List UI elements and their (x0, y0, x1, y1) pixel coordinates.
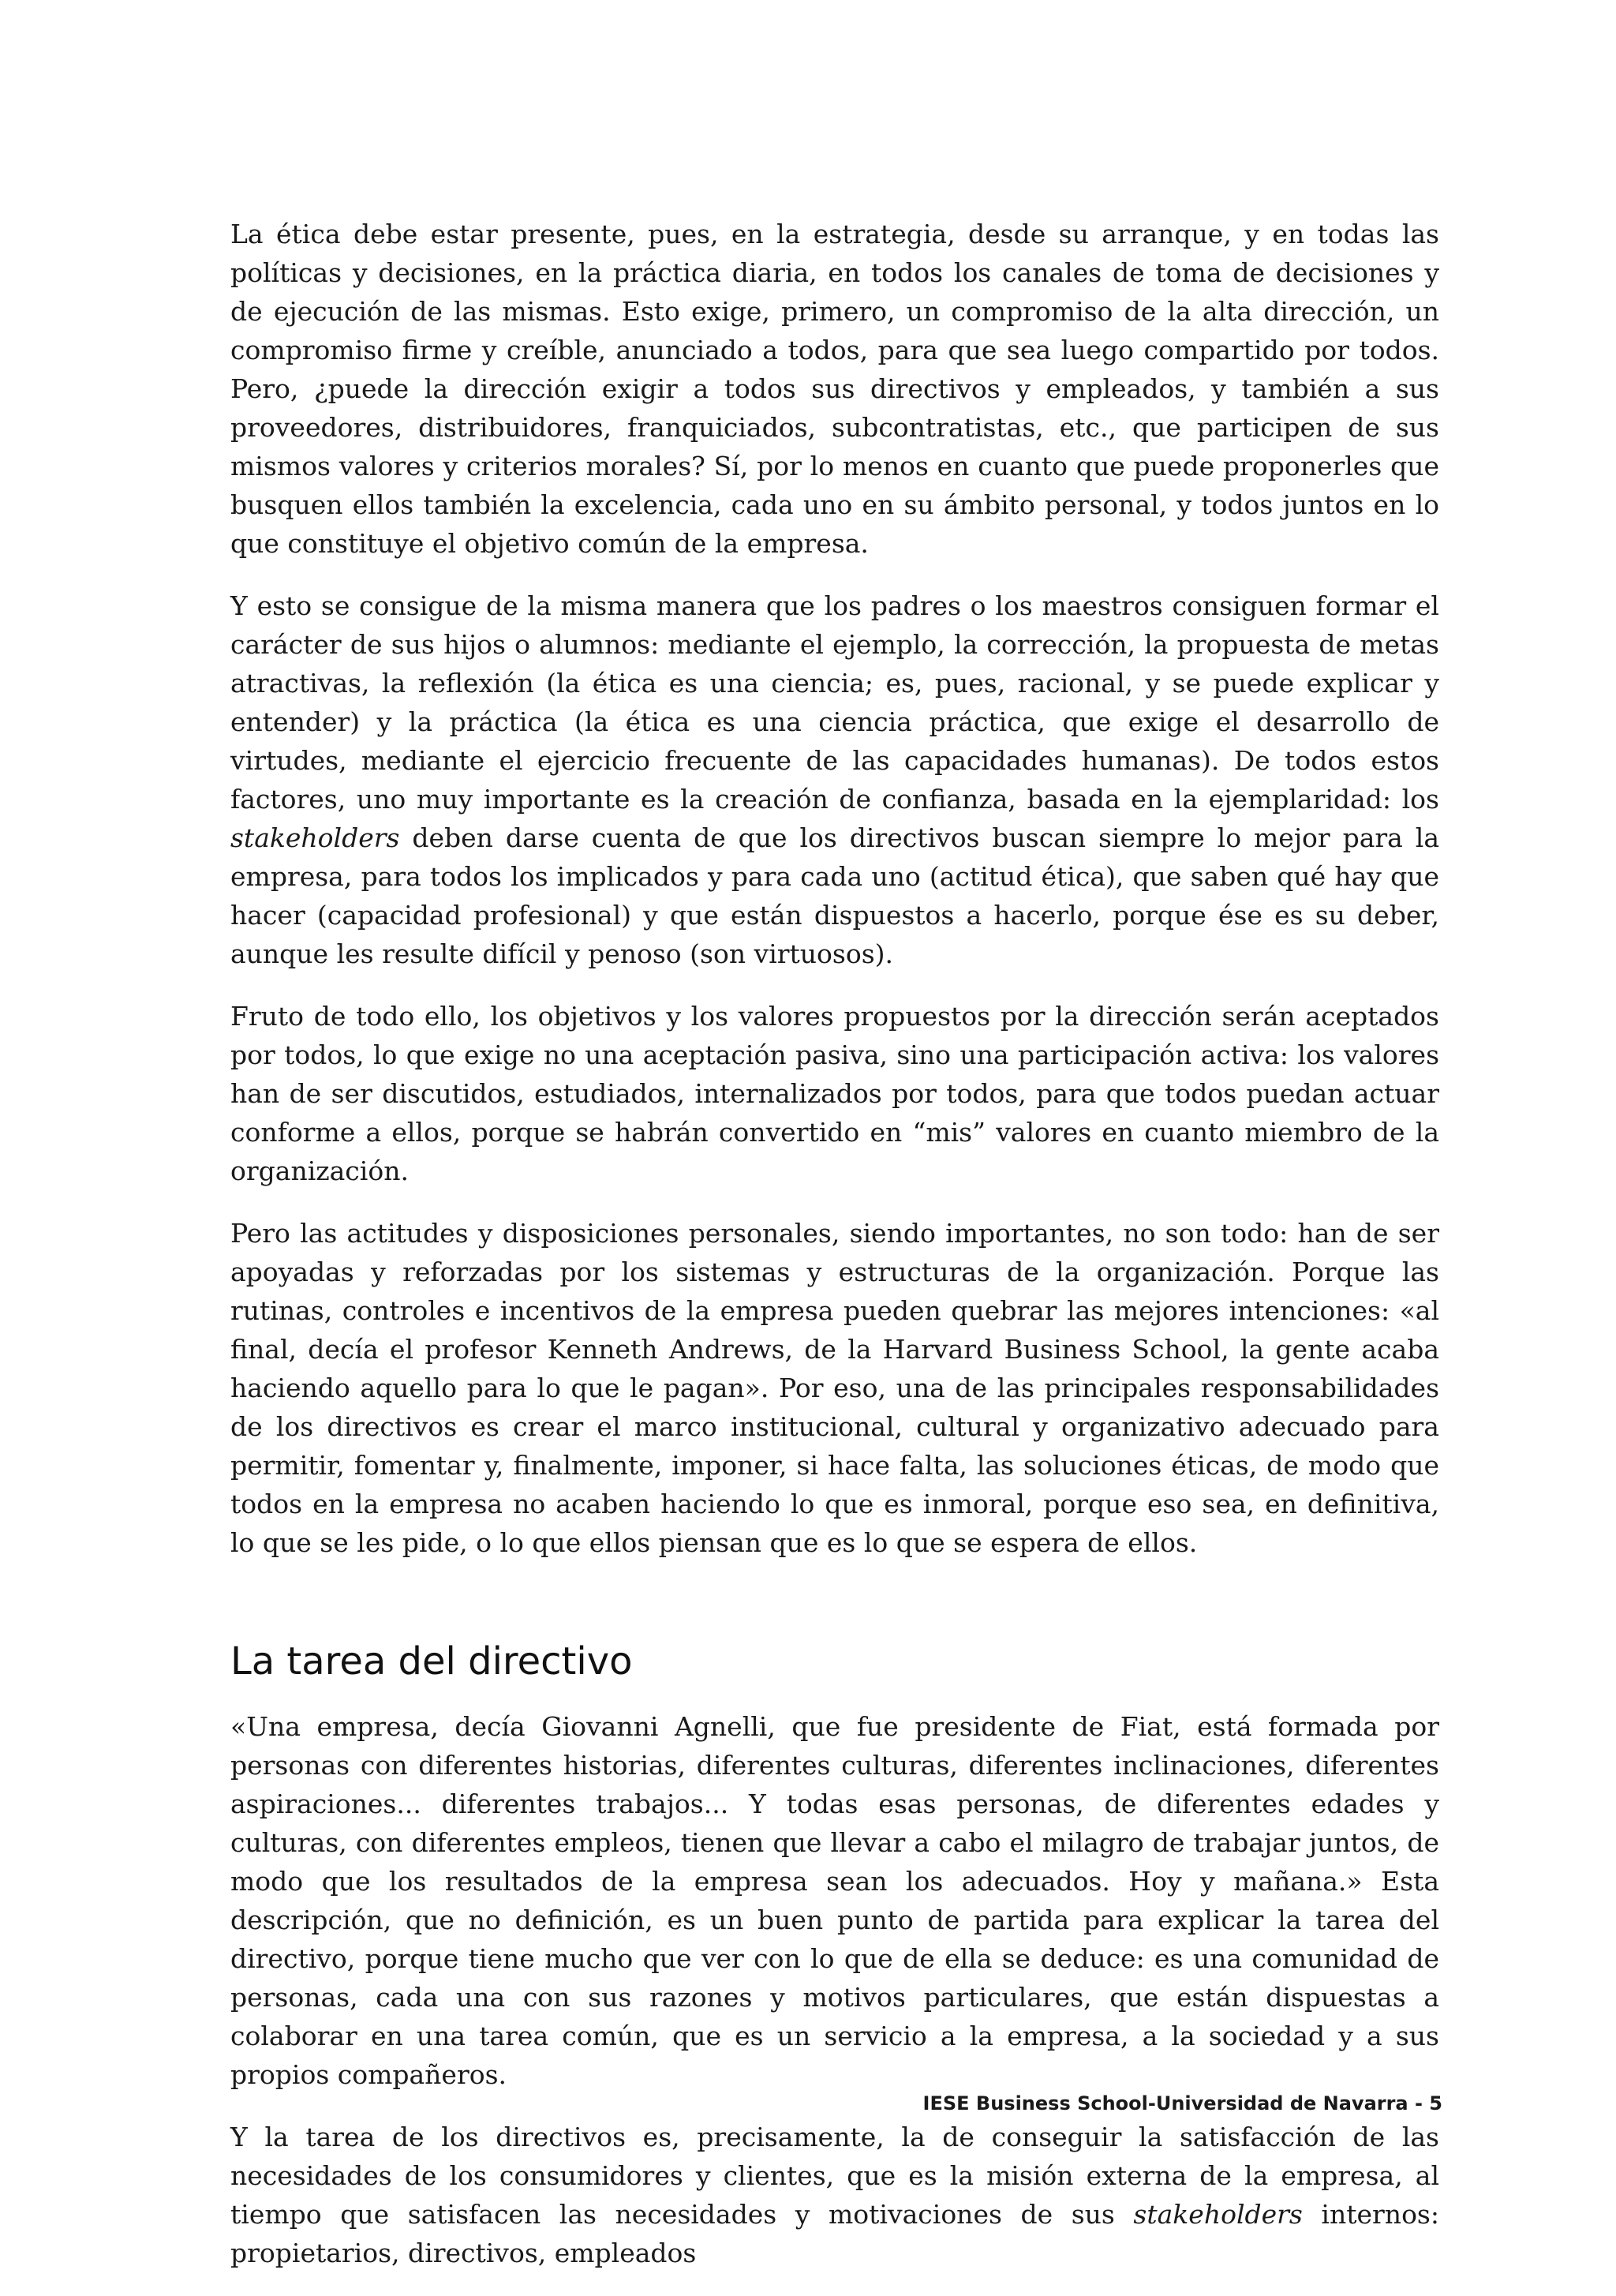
page-footer: IESE Business School-Universidad de Navarra - 5 (922, 2092, 1442, 2114)
paragraph-text: Y esto se consigue de la misma manera que los padres o los maestros consiguen formar el carácter de sus hijos o alumnos: mediante el ejemplo, la corrección, la propuesta de metas atractivas, la reflexión (la ética es una ciencia; es, pues, racional, y se puede explicar y entender) y la práctica (la ética es una ciencia práctica, que exige el desarrollo de virtudes, mediante el ejercicio frecuente de las capacidades humanas). De todos estos factores, uno muy importante es la creación de confianza, basada en la ejemplaridad: los (230, 590, 1439, 815)
section-intro (230, 215, 1439, 1562)
paragraph (230, 2118, 1439, 2272)
italic-term: stakeholders (230, 822, 400, 853)
section-heading: La tarea del directivo (230, 1639, 633, 1684)
paragraph-text: deben darse cuenta de que los directivos buscan siempre lo mejor para la empresa, para todos los implicados y para cada uno (actitud ética), que saben qué hay que hacer (capacidad profesional) y que están dispuestos a hacerlo, porque ése es su deber, aunque les resulte difícil y penoso (son virtuosos). (230, 822, 1439, 969)
italic-term: stakeholders (1133, 2199, 1303, 2230)
paragraph-text: Pero las actitudes y disposiciones personales, siendo importantes, no son todo: han de ser apoyadas y reforzadas por los sistemas y estructuras de la organización. Porque las rutinas, controles e incentivos de la empresa pueden quebrar las mejores intenciones: «al final, decía el profesor Kenneth Andrews, de la Harvard Business School, la gente acaba haciendo aquello para lo que le pagan». Por eso, una de las principales responsabilidades de los directivos es crear el marco institucional, cultural y organizativo adecuado para permitir, fomentar y, finalmente, imponer, si hace falta, las soluciones éticas, de modo que todos en la empresa no acaben haciendo lo que es inmoral, porque eso sea, en definitiva, lo que se les pide, o lo que ellos piensan que es lo que se espera de ellos. (230, 1218, 1439, 1558)
paragraph (230, 215, 1439, 563)
paragraph-text: «Una empresa, decía Giovanni Agnelli, que fue presidente de Fiat, está formada por personas con diferentes historias, diferentes culturas, diferentes inclinaciones, diferentes aspiraciones... diferentes trabajos... Y todas esas personas, de diferentes edades y culturas, con diferentes empleos, tienen que llevar a cabo el milagro de trabajar juntos, de modo que los resultados de la empresa sean los adecuados. Hoy y mañana.» Esta descripción, que no definición, es un buen punto de partida para explicar la tarea del directivo, porque tiene mucho que ver con lo que de ella se deduce: es una comunidad de personas, cada una con sus razones y motivos particulares, que están dispuestas a colaborar en una tarea común, que es un servicio a la empresa, a la sociedad y a sus propios compañeros. (230, 1711, 1439, 2090)
paragraph (230, 997, 1439, 1190)
paragraph (230, 1707, 1439, 2094)
section-tarea-del-directivo (230, 1707, 1439, 2272)
paragraph (230, 1214, 1439, 1562)
paragraph-text: internos: propietarios, directivos, empleados (230, 2199, 1439, 2268)
paragraph-text: La ética debe estar presente, pues, en la estrategia, desde su arranque, y en todas las políticas y decisiones, en la práctica diaria, en todos los canales de toma de decisiones y de ejecución de las mismas. Esto exige, primero, un compromiso de la alta dirección, un compromiso firme y creíble, anunciado a todos, para que sea luego compartido por todos. Pero, ¿puede la dirección exigir a todos sus directivos y empleados, y también a sus proveedores, distribuidores, franquiciados, subcontratistas, etc., que participen de sus mismos valores y criterios morales? Sí, por lo menos en cuanto que puede proponerles que busquen ellos también la excelencia, cada uno en su ámbito personal, y todos juntos en lo que constituye el objetivo común de la empresa. (230, 219, 1439, 559)
paragraph-text: Y la tarea de los directivos es, precisamente, la de conseguir la satisfacción de las necesidades de los consumidores y clientes, que es la misión externa de la empresa, al tiempo que satisfacen las necesidades y motivaciones de sus (230, 2122, 1439, 2230)
paragraph (230, 586, 1439, 973)
paragraph-text: Fruto de todo ello, los objetivos y los valores propuestos por la dirección serán aceptados por todos, lo que exige no una aceptación pasiva, sino una participación activa: los valores han de ser discutidos, estudiados, internalizados por todos, para que todos puedan actuar conforme a ellos, porque se habrán convertido en “mis” valores en cuanto miembro de la organización. (230, 1001, 1439, 1186)
document-body (230, 215, 1439, 2296)
